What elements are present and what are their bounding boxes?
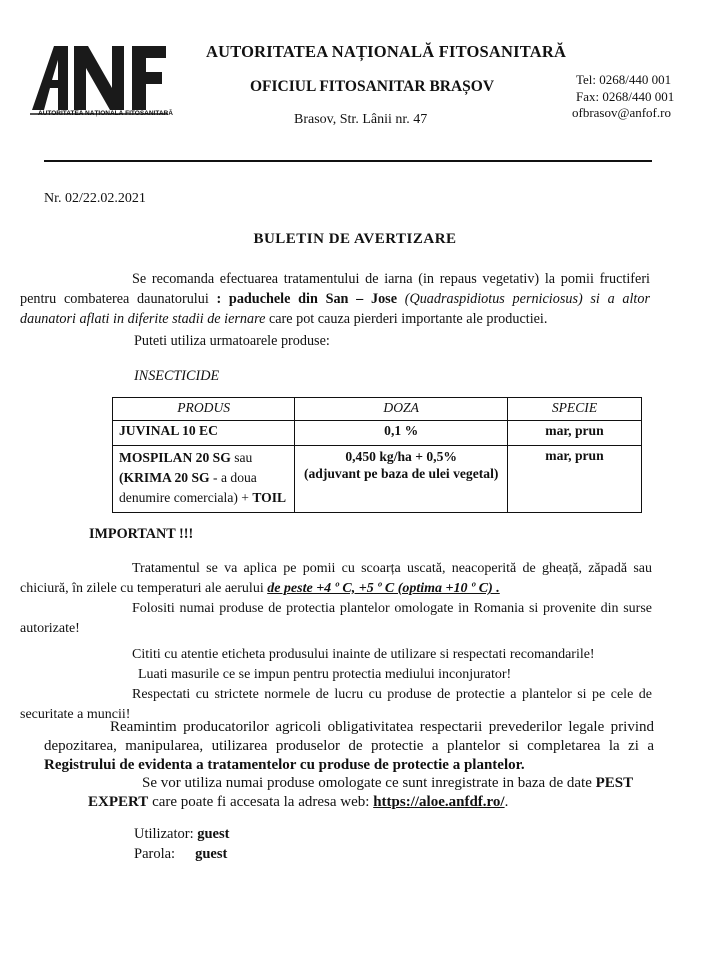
table-header-row	[113, 398, 642, 421]
username-label: Utilizator:	[134, 826, 194, 842]
recommendation-environment: Luati masurile ce se impun pentru protectia mediului inconjurator!	[138, 667, 512, 682]
table-row	[113, 446, 642, 513]
document-title: BULETIN DE AVERTIZARE	[253, 231, 457, 247]
password-label: Parola:	[134, 846, 176, 862]
password-value: guest	[195, 846, 228, 862]
important-label: IMPORTANT !!!	[89, 526, 194, 542]
product-name: MOSPILAN 20 SG	[119, 450, 231, 465]
password-line	[134, 846, 227, 863]
intro-end: care pot cauza pierderi importante ale productiei.	[265, 311, 548, 327]
pest-expert-paragraph	[88, 774, 648, 812]
header-product: PRODUS	[113, 398, 295, 421]
product-alt-name: (KRIMA 20 SG	[119, 470, 210, 485]
intro-text: Se recomanda efectuarea tratamentului de iarna (in repaus vegetativ) la pomii fructiferi pentru combaterea daunatorului	[20, 271, 650, 307]
document-number: Nr. 02/22.02.2021	[44, 191, 146, 206]
product-cell: JUVINAL 10 EC	[113, 421, 295, 446]
dose-cell: 0,1 %	[295, 421, 508, 446]
recommendation-safety: Respectati cu strictete normele de lucru cu produse de protectie a plantelor si pe cele de securitate a muncii!	[20, 687, 652, 722]
table-row	[113, 421, 642, 446]
recommendation-approved-products: Folositi numai produse de protectia plantelor omologate in Romania si provenite din surse autorizate!	[20, 601, 652, 636]
username-value: guest	[197, 826, 230, 842]
dose-cell	[295, 446, 508, 513]
intro-paragraph	[20, 269, 650, 329]
logo-caption: AUTORITATEA NAȚIONALĂ FITOSANITARĂ	[38, 110, 173, 117]
temperature-text: Tratamentul se va aplica pe pomii cu scoarța uscată, neacoperită de gheață, zăpadă sau chiciură, în zilele cu temperaturi ale aerului	[20, 561, 652, 596]
pest-expert-text-2: care poate fi accesata la adresa web:	[148, 794, 374, 810]
tel: Tel: 0268/440 001	[576, 72, 672, 87]
product-cell	[113, 446, 295, 513]
pest-expert-name: PEST EXPERT	[88, 775, 633, 810]
address: Brasov, Str. Lânii nr. 47	[294, 112, 428, 127]
fax: Fax: 0268/440 001	[576, 88, 675, 104]
product-adjuvant: TOIL	[252, 490, 287, 505]
recommendation-temperature	[20, 559, 652, 599]
contact-block	[572, 72, 710, 122]
username-line	[134, 826, 229, 843]
header-species: SPECIE	[507, 398, 641, 421]
temperature-values: de peste +4 º C, +5 º C (optima +10 º C) .	[267, 581, 500, 596]
category-label: INSECTICIDE	[134, 368, 220, 384]
reminder-paragraph	[44, 718, 654, 775]
register-name: Registrului de evidenta a tratamentelor cu produse de protectie a plantelor.	[44, 757, 525, 773]
product-or: sau	[230, 450, 253, 465]
dose-note: (adjuvant pe baza de ulei vegetal)	[303, 466, 499, 481]
reminder-text: Reamintim producatorilor agricoli obligativitatea respectarii prevederilor legale privind depozitarea, manipularea, utilizarea produselor de protectie a plantelor si completarea la zi a	[44, 719, 654, 754]
species-cell: mar, prun	[507, 421, 641, 446]
intro-other-pests: si a altor daunatori aflati in diferite stadii de iernare	[20, 291, 650, 327]
pest-name: : paduchele din San – Jose	[216, 291, 397, 307]
product-table	[112, 397, 642, 513]
recommendation-label: Cititi cu atentie eticheta produsului inainte de utilizare si respectati recomandarile!	[132, 647, 595, 662]
email: ofbrasov@anfof.ro	[572, 105, 671, 120]
pest-latin: (Quadraspidiotus perniciosus)	[397, 291, 583, 307]
org-title: AUTORITATEA NAȚIONALĂ FITOSANITARĂ	[206, 42, 567, 61]
species-cell: mar, prun	[507, 446, 641, 513]
anf-logo	[28, 38, 178, 128]
database-link[interactable]: https://aloe.anfdf.ro/	[373, 794, 505, 810]
office-title: OFICIUL FITOSANITAR BRAȘOV	[250, 78, 495, 95]
product-alt-note: - a doua denumire comerciala) +	[119, 470, 257, 505]
header-dose: DOZA	[295, 398, 508, 421]
products-intro: Puteti utiliza urmatoarele produse:	[134, 333, 330, 349]
pest-expert-text: Se vor utiliza numai produse omologate ce sunt inregistrate in baza de date	[142, 775, 596, 791]
header-divider	[44, 160, 652, 162]
recommendations	[20, 559, 652, 725]
dose-value: 0,450 kg/ha + 0,5%	[345, 449, 457, 464]
pest-expert-end: .	[504, 794, 509, 810]
